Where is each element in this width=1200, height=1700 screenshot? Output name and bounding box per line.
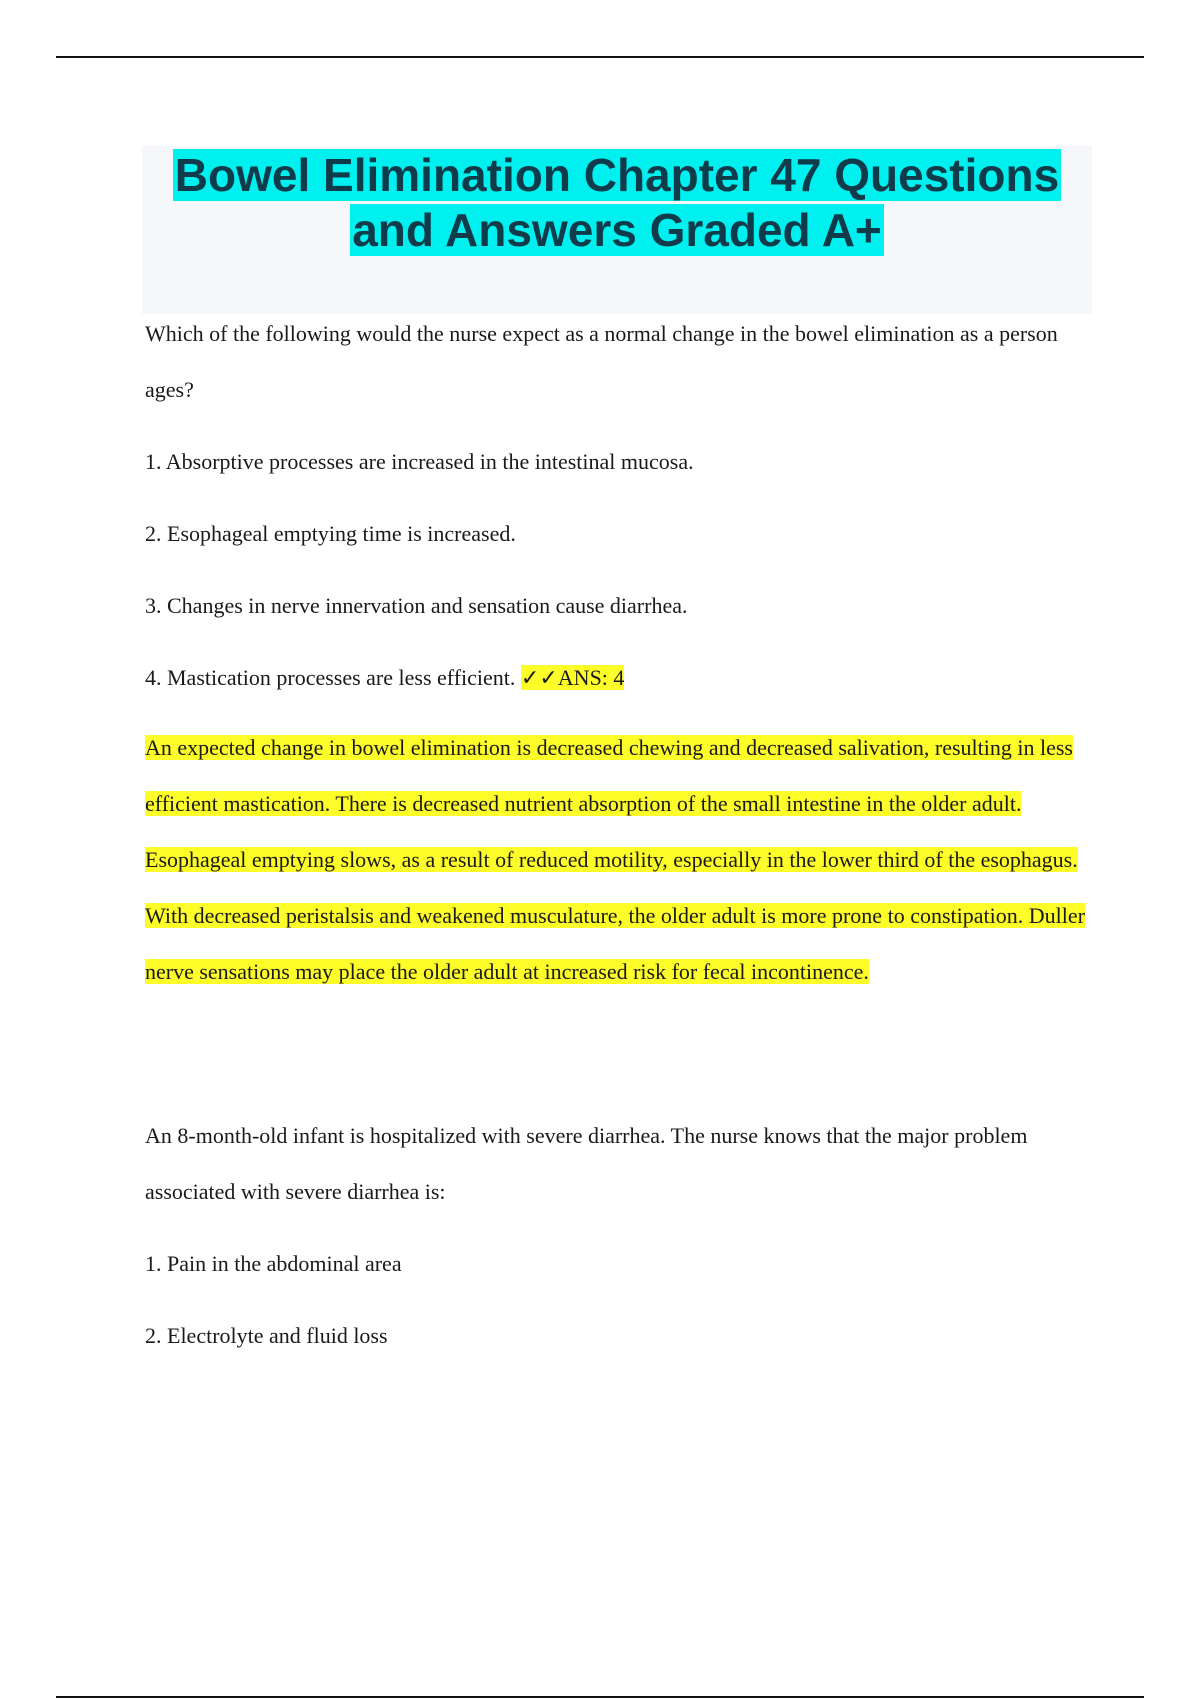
rationale-text: An expected change in bowel elimination is decreased chewing and decreased salivation, resulting in less efficient mastication. There is decreased nutrient absorption of the small intestine in the older adult. Esophageal emptying slows, as a result of reduced motility, especially in the lower third of the esophagus. With decreased peristalsis and weakened musculature, the older adult is more prone to constipation. Duller nerve sensations may place the older adult at increased risk for fecal incontinence. bbox=[145, 735, 1085, 984]
answer-option: 1. Absorptive processes are increased in the intestinal mucosa. bbox=[145, 449, 694, 474]
title-line-1: Bowel Elimination Chapter 47 Questions bbox=[174, 149, 1060, 201]
question-stem: An 8-month-old infant is hospitalized with severe diarrhea. The nurse knows that the major problem associated with severe diarrhea is: bbox=[145, 1123, 1028, 1204]
question-stem: Which of the following would the nurse expect as a normal change in the bowel elimination as a person ages? bbox=[145, 321, 1058, 402]
document-body bbox=[145, 306, 1090, 1364]
answer-option: 4. Mastication processes are less efficient. bbox=[145, 665, 516, 690]
title-block bbox=[142, 146, 1092, 314]
answer-option: 2. Esophageal emptying time is increased. bbox=[145, 521, 516, 546]
answer-key: ✓✓ANS: 4 bbox=[520, 665, 625, 690]
answer-option-with-key bbox=[145, 650, 1090, 706]
question-1 bbox=[145, 306, 1090, 1000]
rationale-paragraph bbox=[145, 720, 1090, 1000]
answer-option: 2. Electrolyte and fluid loss bbox=[145, 1323, 388, 1348]
document-title bbox=[142, 146, 1092, 258]
bottom-rule bbox=[56, 1696, 1144, 1698]
question-2 bbox=[145, 1108, 1090, 1364]
title-line-2: and Answers Graded A+ bbox=[352, 204, 882, 256]
answer-option: 1. Pain in the abdominal area bbox=[145, 1251, 402, 1276]
answer-option: 3. Changes in nerve innervation and sensation cause diarrhea. bbox=[145, 593, 688, 618]
top-rule bbox=[56, 56, 1144, 58]
